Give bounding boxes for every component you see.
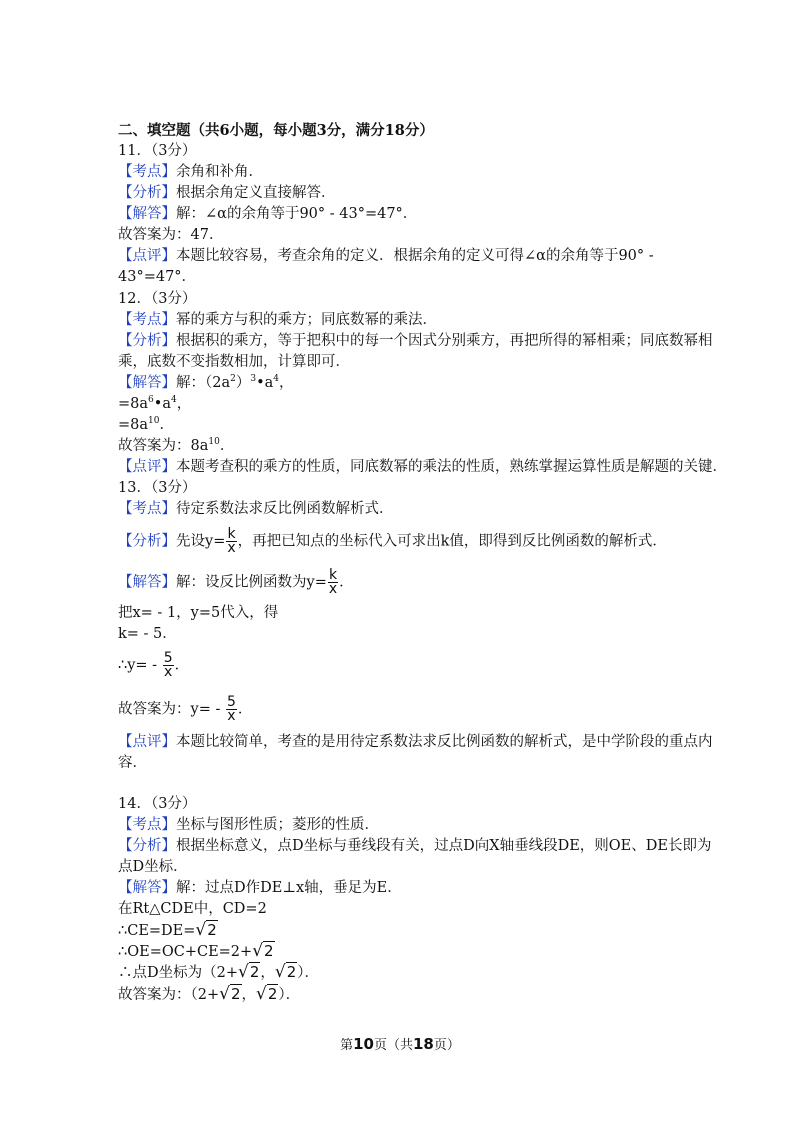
q14-answer-text: 故答案为：（2+: [118, 987, 220, 1003]
q11-answer: 故答案为：47．: [118, 227, 224, 243]
q12-step1-text: ，: [176, 396, 192, 412]
q14-line2: [118, 920, 218, 941]
q12-jieda-text: ，: [279, 375, 294, 391]
fraction-numerator: k: [227, 526, 236, 542]
q11-dianping-text: 本题比较容易，考查余角的定义．根据余角的定义可得∠α的余角等于90° -: [176, 248, 654, 264]
q14-line2-text: ∴CE=DE=: [118, 923, 196, 939]
sqrt-2: [238, 962, 260, 983]
radicand: 2: [249, 963, 260, 981]
kaodian-label: 【考点】: [118, 817, 176, 833]
radical-sign: √: [238, 962, 249, 982]
q12-step1-text: =8a: [118, 396, 149, 412]
q13-jieda-text: ．: [339, 574, 354, 591]
q14-fenxi: [118, 836, 711, 856]
q12-step2-text: =8a: [118, 417, 149, 433]
radicand: 2: [207, 921, 217, 939]
footer-text: 页）: [433, 1038, 460, 1053]
exponent: 4: [170, 395, 177, 405]
q11-jieda-text: 解：∠α的余角等于90° - 43°=47°．: [176, 206, 418, 222]
radical-sign: √: [219, 984, 230, 1004]
page-footer: [0, 1034, 800, 1053]
q14-jieda: [118, 878, 402, 898]
radicand: 2: [267, 985, 278, 1003]
q14-answer-text: ，: [241, 987, 257, 1003]
q11-fenxi: [118, 183, 336, 203]
exponent: 3: [250, 374, 257, 384]
section-title: 二、填空题（共6小题，每小题3分，满分18分）: [118, 122, 434, 139]
q14-fenxi-cont: 点D坐标．: [118, 859, 188, 875]
sqrt-2: [252, 941, 274, 962]
q12-answer: [118, 436, 234, 456]
fenxi-label: 【分析】: [118, 185, 176, 201]
dianping-label: 【点评】: [118, 734, 176, 750]
q13-fenxi-text: ，再把已知点的坐标代入可求出k值，即得到反比例函数的解析式．: [237, 533, 667, 550]
sqrt-2: [195, 920, 217, 941]
q13-substitute: 把x= - 1，y=5代入，得: [118, 605, 279, 621]
q14-line1: 在Rt△CDE中，CD=2: [118, 901, 267, 917]
q13-jieda-text: 解：设反比例函数为y=: [176, 574, 327, 591]
dianping-label: 【点评】: [118, 248, 176, 264]
q13-head: 13．（3分）: [118, 480, 197, 496]
exponent: 6: [148, 395, 154, 405]
jieda-label: 【解答】: [118, 574, 176, 591]
radicand: 2: [286, 963, 297, 981]
q14-head: 14．（3分）: [118, 796, 197, 812]
q12-jieda-text: 解：（2a: [176, 375, 231, 391]
radical-sign: √: [274, 962, 286, 982]
q12-step1: [118, 394, 191, 414]
q13-kaodian: [118, 499, 394, 519]
q12-step1-text: •a: [153, 396, 171, 412]
q14-line4-text: ，: [260, 965, 275, 981]
jieda-label: 【解答】: [118, 375, 176, 391]
q13-dianping: [118, 732, 713, 752]
q11-dianping-cont: 43°=47°．: [118, 269, 197, 285]
q11-jieda: [118, 204, 417, 224]
q11-dianping: [118, 246, 654, 266]
q14-answer-text: ）．: [278, 987, 301, 1003]
q12-fenxi-cont: 乘，底数不变指数相加，计算即可．: [118, 354, 350, 370]
q13-therefore-text: ．: [174, 657, 190, 674]
exponent: 10: [208, 437, 220, 447]
fraction-denominator: x: [227, 540, 236, 556]
q13-dianping-cont: 容．: [118, 755, 147, 771]
footer-text: 第: [340, 1038, 354, 1053]
radical-sign: √: [256, 984, 267, 1004]
q13-fenxi: [118, 528, 667, 555]
q14-line3: [118, 941, 275, 962]
q14-fenxi-text: 根据坐标意义，点D坐标与垂线段有关，过点D向X轴垂线段DE，则OE、DE长即为: [176, 838, 712, 854]
q13-dianping-text: 本题比较简单，考查的是用待定系数法求反比例函数的解析式，是中学阶段的重点内: [176, 734, 713, 750]
q12-jieda-text: •a: [256, 375, 274, 391]
fraction-numerator: 5: [226, 694, 236, 710]
exponent: 2: [230, 374, 236, 384]
q13-k-value: k= - 5．: [118, 626, 177, 642]
q13-jieda: [118, 569, 354, 596]
fraction-numerator: k: [328, 567, 338, 583]
q12-dianping-text: 本题考查积的乘方的性质，同底数幂的乘法的性质，熟练掌握运算性质是解题的关键．: [176, 459, 727, 475]
q12-jieda: [118, 373, 294, 393]
q12-answer-text: 故答案为：8a: [118, 438, 209, 454]
fraction-5-over-x: [226, 696, 237, 723]
q13-therefore-text: ∴y= -: [118, 657, 162, 674]
q11-head: 11．（3分）: [118, 143, 197, 159]
q12-dianping: [118, 457, 727, 477]
fenxi-label: 【分析】: [118, 838, 176, 854]
kaodian-label: 【考点】: [118, 312, 176, 328]
fraction-denominator: x: [227, 708, 236, 724]
q11-kaodian: [118, 162, 263, 182]
fraction-denominator: x: [164, 664, 173, 680]
q14-line4: [118, 962, 319, 983]
fenxi-label: 【分析】: [118, 533, 176, 550]
fraction-k-over-x: [226, 528, 236, 555]
q13-answer-text: ．: [237, 701, 253, 718]
footer-text: 页（共: [373, 1038, 413, 1053]
fraction-denominator: x: [328, 581, 338, 597]
q13-therefore: [118, 652, 189, 679]
fraction-numerator: 5: [163, 650, 173, 666]
q14-line3-text: ∴OE=OC+CE=2+: [118, 944, 253, 960]
q14-line4-text: ）．: [297, 965, 320, 981]
kaodian-label: 【考点】: [118, 501, 176, 517]
q12-step2-text: ．: [159, 417, 174, 433]
q14-answer: [118, 984, 300, 1005]
q14-line4-text: ∴点D坐标为（2+: [118, 965, 238, 981]
exponent: 4: [273, 374, 280, 384]
radicand: 2: [230, 985, 241, 1003]
radicand: 2: [264, 942, 274, 960]
sqrt-2: [275, 962, 297, 983]
radical-sign: √: [195, 920, 207, 940]
q14-jieda-text: 解：过点D作DE⊥x轴，垂足为E．: [176, 880, 402, 896]
dianping-label: 【点评】: [118, 459, 176, 475]
q14-kaodian: [118, 815, 379, 835]
q12-kaodian: [118, 310, 437, 330]
q14-kaodian-text: 坐标与图形性质；菱形的性质．: [176, 817, 379, 833]
page-number: 10: [353, 1035, 374, 1053]
fraction-k-over-x: [328, 569, 338, 596]
q13-answer-text: 故答案为：y= -: [118, 701, 225, 718]
q12-step2: [118, 415, 174, 435]
jieda-label: 【解答】: [118, 880, 176, 896]
q12-kaodian-text: 幂的乘方与积的乘方；同底数幂的乘法．: [176, 312, 437, 328]
q12-head: 12．（3分）: [118, 291, 197, 307]
fenxi-label: 【分析】: [118, 333, 176, 349]
q12-fenxi: [118, 331, 713, 351]
kaodian-label: 【考点】: [118, 164, 176, 180]
q13-answer: [118, 696, 252, 723]
q12-answer-text: ．: [219, 438, 235, 454]
q13-fenxi-text: 先设y=: [176, 533, 226, 550]
q13-kaodian-text: 待定系数法求反比例函数解析式．: [176, 501, 394, 517]
exponent: 10: [148, 416, 160, 426]
radical-sign: √: [252, 941, 264, 961]
q12-fenxi-text: 根据积的乘方，等于把积中的每一个因式分别乘方，再把所得的幂相乘；同底数幂相: [176, 333, 713, 349]
q11-kaodian-text: 余角和补角．: [176, 164, 263, 180]
page-total: 18: [413, 1035, 434, 1053]
sqrt-2: [256, 984, 278, 1005]
q12-jieda-text: ）: [235, 375, 251, 391]
q11-fenxi-text: 根据余角定义直接解答．: [176, 185, 336, 201]
sqrt-2: [219, 984, 241, 1005]
fraction-5-over-x: [163, 652, 174, 679]
jieda-label: 【解答】: [118, 206, 176, 222]
